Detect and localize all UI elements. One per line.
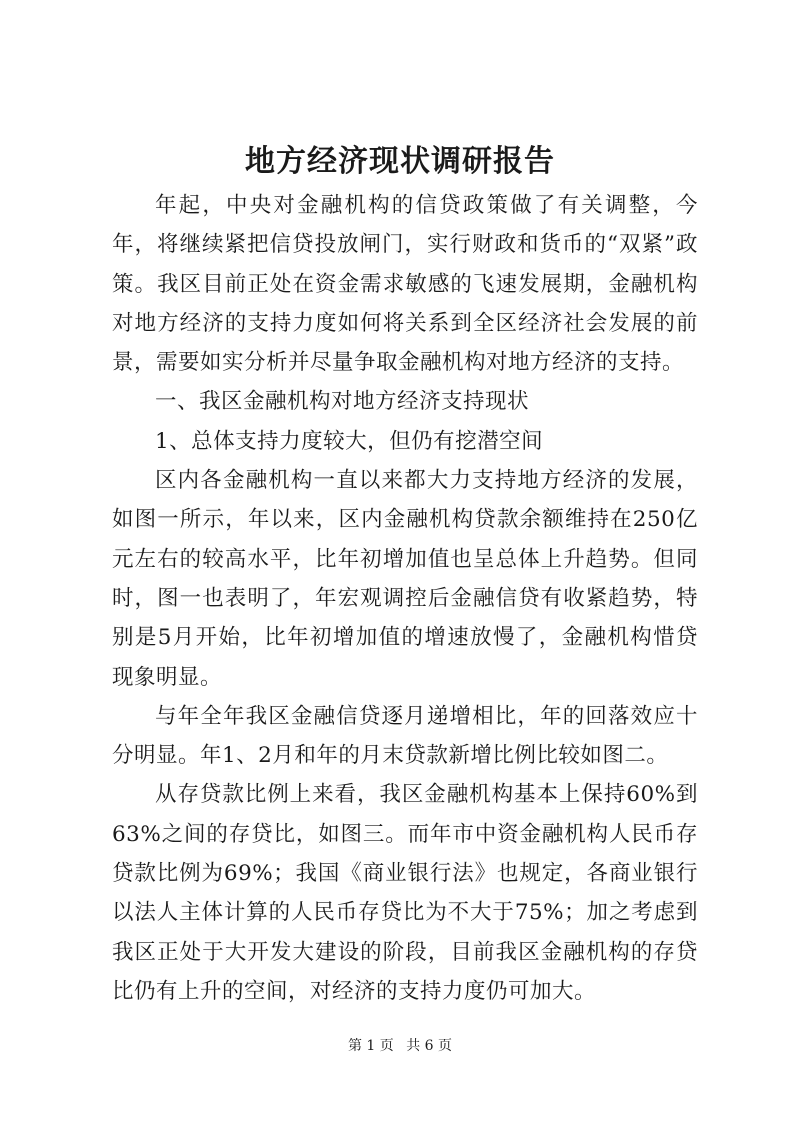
- paragraph-loan-ratio: 从存贷款比例上来看，我区金融机构基本上保持60%到63%之间的存贷比，如图三。而年市中资金融机构人民币存贷款比例为69%；我国《商业银行法》也规定，各商业银行以法人主体计算的人民币存贷比为不大于75%；加之考虑到我区正处于大开发大建设的阶段，目前我区金融机构的存贷比仍有上升的空间，对经济的支持力度仍可加大。: [112, 782, 698, 1004]
- section-heading: 一、我区金融机构对地方经济支持现状: [155, 389, 530, 415]
- subsection-heading: 1、总体支持力度较大，但仍有挖潜空间: [155, 428, 544, 454]
- page-number: 第 1 页: [347, 1038, 394, 1054]
- page-footer: [0, 1036, 800, 1056]
- document-body: [112, 186, 698, 1011]
- paragraph-figure-two: 与年全年我区金融信贷逐月递增相比，年的回落效应十分明显。年1、2月和年的月末贷款新增比例比较如图二。: [112, 703, 698, 769]
- page-title: 地方经济现状调研报告: [245, 144, 555, 179]
- page-total: 共 6 页: [406, 1038, 453, 1054]
- paragraph-intro: 年起，中央对金融机构的信贷政策做了有关调整，今年，将继续紧把信贷投放闸门，实行财政和货币的“双紧”政策。我区目前正处在资金需求敏感的飞速发展期，金融机构对地方经济的支持力度如何将关系到全区经济社会发展的前景，需要如实分析并尽量争取金融机构对地方经济的支持。: [112, 193, 698, 376]
- paragraph-figure-one: 区内各金融机构一直以来都大力支持地方经济的发展，如图一所示，年以来，区内金融机构贷款余额维持在250亿元左右的较高水平，比年初增加值也呈总体上升趋势。但同时，图一也表明了，年宏观调控后金融信贷有收紧趋势，特别是5月开始，比年初增加值的增速放慢了，金融机构惜贷现象明显。: [112, 468, 698, 690]
